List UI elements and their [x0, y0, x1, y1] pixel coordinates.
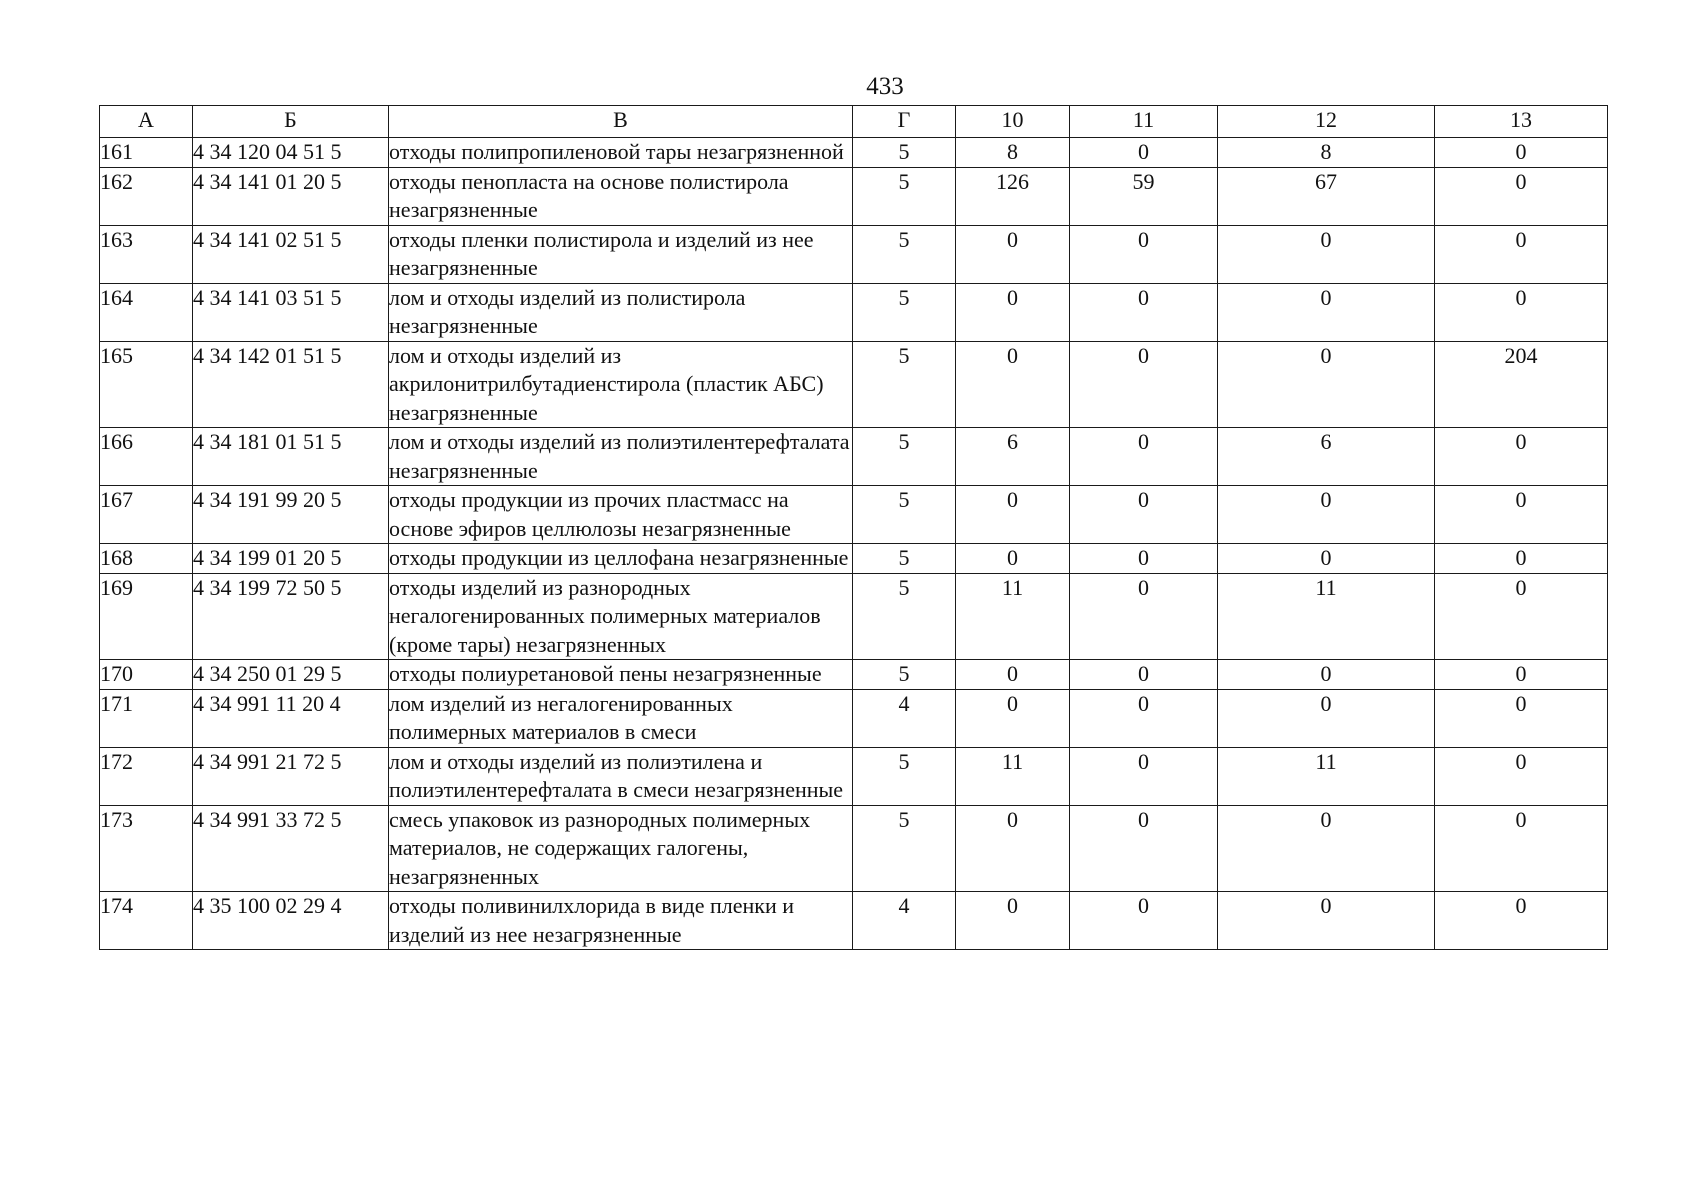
table-row [100, 892, 1608, 950]
waste-name: отходы продукции из целлофана незагрязненные [389, 544, 853, 574]
waste-name: отходы полиуретановой пены незагрязненные [389, 660, 853, 690]
col-13-value: 0 [1435, 892, 1608, 950]
waste-code: 4 34 199 01 20 5 [193, 544, 389, 574]
hazard-class: 4 [853, 892, 956, 950]
waste-name: отходы продукции из прочих пластмасс на основе эфиров целлюлозы незагрязненные [389, 486, 853, 544]
col-13-value: 0 [1435, 167, 1608, 225]
col-11-value: 0 [1070, 486, 1218, 544]
table-row [100, 167, 1608, 225]
row-number: 161 [100, 138, 193, 168]
waste-name: отходы поливинилхлорида в виде пленки и изделий из нее незагрязненные [389, 892, 853, 950]
table-row [100, 283, 1608, 341]
col-13-value: 0 [1435, 428, 1608, 486]
table-row [100, 138, 1608, 168]
hazard-class: 5 [853, 283, 956, 341]
table-row [100, 573, 1608, 660]
hazard-class: 5 [853, 660, 956, 690]
waste-code: 4 35 100 02 29 4 [193, 892, 389, 950]
hazard-class: 5 [853, 167, 956, 225]
table-body [100, 138, 1608, 950]
table-row [100, 341, 1608, 428]
col-10-value: 0 [956, 689, 1070, 747]
waste-name: отходы полипропиленовой тары незагрязненной [389, 138, 853, 168]
waste-code: 4 34 199 72 50 5 [193, 573, 389, 660]
col-10-value: 8 [956, 138, 1070, 168]
table-row [100, 660, 1608, 690]
col-12-value: 0 [1218, 544, 1435, 574]
waste-name: лом и отходы изделий из полиэтилентерефталата незагрязненные [389, 428, 853, 486]
column-header: Б [193, 106, 389, 138]
col-10-value: 11 [956, 573, 1070, 660]
hazard-class: 4 [853, 689, 956, 747]
table-header-row [100, 106, 1608, 138]
waste-name: лом изделий из негалогенированных полимерных материалов в смеси [389, 689, 853, 747]
col-12-value: 0 [1218, 805, 1435, 892]
waste-name: лом и отходы изделий из полистирола незагрязненные [389, 283, 853, 341]
column-header: 12 [1218, 106, 1435, 138]
col-11-value: 0 [1070, 544, 1218, 574]
waste-code: 4 34 141 01 20 5 [193, 167, 389, 225]
col-13-value: 204 [1435, 341, 1608, 428]
col-12-value: 0 [1218, 486, 1435, 544]
row-number: 172 [100, 747, 193, 805]
waste-code: 4 34 991 33 72 5 [193, 805, 389, 892]
column-header: В [389, 106, 853, 138]
col-13-value: 0 [1435, 486, 1608, 544]
column-header: Г [853, 106, 956, 138]
col-11-value: 0 [1070, 573, 1218, 660]
col-12-value: 0 [1218, 689, 1435, 747]
col-12-value: 0 [1218, 660, 1435, 690]
row-number: 162 [100, 167, 193, 225]
hazard-class: 5 [853, 544, 956, 574]
table-row [100, 544, 1608, 574]
col-12-value: 0 [1218, 283, 1435, 341]
col-12-value: 0 [1218, 341, 1435, 428]
col-13-value: 0 [1435, 689, 1608, 747]
col-11-value: 59 [1070, 167, 1218, 225]
col-11-value: 0 [1070, 138, 1218, 168]
page-number: 433 [866, 73, 904, 100]
waste-code: 4 34 142 01 51 5 [193, 341, 389, 428]
col-10-value: 0 [956, 544, 1070, 574]
col-10-value: 6 [956, 428, 1070, 486]
table-row [100, 747, 1608, 805]
col-10-value: 0 [956, 660, 1070, 690]
waste-code: 4 34 991 11 20 4 [193, 689, 389, 747]
col-13-value: 0 [1435, 283, 1608, 341]
hazard-class: 5 [853, 225, 956, 283]
table-row [100, 486, 1608, 544]
waste-code: 4 34 181 01 51 5 [193, 428, 389, 486]
waste-code: 4 34 250 01 29 5 [193, 660, 389, 690]
table-row [100, 428, 1608, 486]
row-number: 167 [100, 486, 193, 544]
table-row [100, 805, 1608, 892]
column-header: 11 [1070, 106, 1218, 138]
col-12-value: 67 [1218, 167, 1435, 225]
column-header: 10 [956, 106, 1070, 138]
col-11-value: 0 [1070, 892, 1218, 950]
row-number: 171 [100, 689, 193, 747]
waste-name: лом и отходы изделий из полиэтилена и полиэтилентерефталата в смеси незагрязненные [389, 747, 853, 805]
row-number: 168 [100, 544, 193, 574]
waste-table [99, 105, 1608, 950]
col-12-value: 8 [1218, 138, 1435, 168]
row-number: 174 [100, 892, 193, 950]
col-10-value: 11 [956, 747, 1070, 805]
col-11-value: 0 [1070, 747, 1218, 805]
col-11-value: 0 [1070, 689, 1218, 747]
col-13-value: 0 [1435, 660, 1608, 690]
col-11-value: 0 [1070, 805, 1218, 892]
col-10-value: 0 [956, 892, 1070, 950]
row-number: 173 [100, 805, 193, 892]
waste-code: 4 34 120 04 51 5 [193, 138, 389, 168]
table-row [100, 689, 1608, 747]
column-header: А [100, 106, 193, 138]
col-12-value: 0 [1218, 892, 1435, 950]
col-13-value: 0 [1435, 138, 1608, 168]
col-13-value: 0 [1435, 805, 1608, 892]
col-12-value: 0 [1218, 225, 1435, 283]
hazard-class: 5 [853, 805, 956, 892]
row-number: 166 [100, 428, 193, 486]
waste-name: смесь упаковок из разнородных полимерных материалов, не содержащих галогены, незагрязненных [389, 805, 853, 892]
hazard-class: 5 [853, 428, 956, 486]
row-number: 169 [100, 573, 193, 660]
col-13-value: 0 [1435, 544, 1608, 574]
col-12-value: 6 [1218, 428, 1435, 486]
col-11-value: 0 [1070, 225, 1218, 283]
hazard-class: 5 [853, 138, 956, 168]
col-10-value: 0 [956, 283, 1070, 341]
row-number: 164 [100, 283, 193, 341]
hazard-class: 5 [853, 747, 956, 805]
col-13-value: 0 [1435, 225, 1608, 283]
row-number: 170 [100, 660, 193, 690]
col-10-value: 0 [956, 805, 1070, 892]
waste-name: отходы пленки полистирола и изделий из нее незагрязненные [389, 225, 853, 283]
col-11-value: 0 [1070, 660, 1218, 690]
col-12-value: 11 [1218, 573, 1435, 660]
col-13-value: 0 [1435, 747, 1608, 805]
col-10-value: 0 [956, 486, 1070, 544]
row-number: 163 [100, 225, 193, 283]
col-11-value: 0 [1070, 428, 1218, 486]
col-12-value: 11 [1218, 747, 1435, 805]
col-11-value: 0 [1070, 341, 1218, 428]
waste-code: 4 34 191 99 20 5 [193, 486, 389, 544]
hazard-class: 5 [853, 486, 956, 544]
waste-name: лом и отходы изделий из акрилонитрилбутадиенстирола (пластик АБС) незагрязненные [389, 341, 853, 428]
waste-code: 4 34 991 21 72 5 [193, 747, 389, 805]
table-row [100, 225, 1608, 283]
hazard-class: 5 [853, 573, 956, 660]
waste-code: 4 34 141 03 51 5 [193, 283, 389, 341]
col-13-value: 0 [1435, 573, 1608, 660]
row-number: 165 [100, 341, 193, 428]
waste-name: отходы изделий из разнородных негалогенированных полимерных материалов (кроме тары) незагрязненных [389, 573, 853, 660]
col-10-value: 0 [956, 341, 1070, 428]
waste-name: отходы пенопласта на основе полистирола незагрязненные [389, 167, 853, 225]
hazard-class: 5 [853, 341, 956, 428]
column-header: 13 [1435, 106, 1608, 138]
waste-code: 4 34 141 02 51 5 [193, 225, 389, 283]
col-10-value: 126 [956, 167, 1070, 225]
col-11-value: 0 [1070, 283, 1218, 341]
col-10-value: 0 [956, 225, 1070, 283]
